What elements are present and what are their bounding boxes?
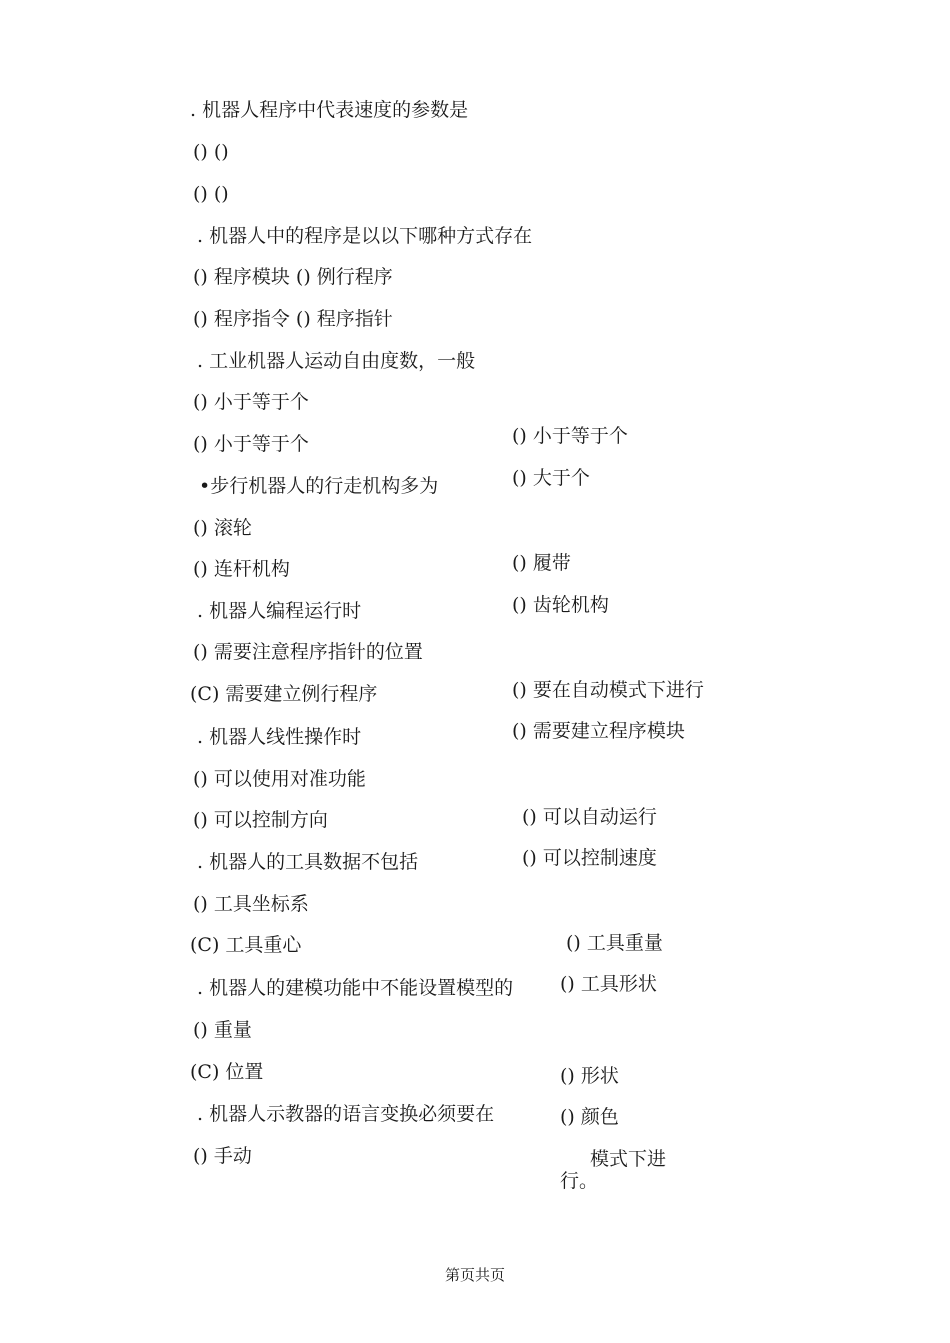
q7-option-b: () 工具重量: [566, 932, 663, 954]
q6-stem: . 机器人线性操作时: [197, 726, 362, 748]
q7-stem: . 机器人的工具数据不包括: [197, 851, 419, 873]
q8-option-b: () 形状: [560, 1065, 619, 1087]
q7-option-d: () 工具形状: [560, 973, 657, 995]
q6-option-c: () 可以控制方向: [193, 809, 328, 831]
q8-option-a: () 重量: [193, 1019, 252, 1041]
q9-stem: . 机器人示教器的语言变换必须要在: [197, 1103, 495, 1125]
q2-stem: . 机器人中的程序是以以下哪种方式存在: [197, 225, 533, 247]
q8-option-d: () 颜色: [560, 1106, 619, 1128]
q8-option-c: (C) 位置: [190, 1061, 264, 1083]
q5-option-a: () 需要注意程序指针的位置: [193, 641, 423, 663]
q3-option-b: () 小于等于个: [512, 425, 628, 447]
q9-option-a: () 手动: [193, 1145, 252, 1167]
q4-option-a: () 滚轮: [193, 517, 252, 539]
q9-stem-continuation: 模式下进: [590, 1148, 667, 1170]
q3-option-c: () 小于等于个: [193, 433, 309, 455]
q9-stem-end: 行。: [560, 1170, 599, 1192]
q6-option-d: () 可以控制速度: [522, 847, 657, 869]
q4-option-b: () 履带: [512, 552, 571, 574]
q7-option-a: () 工具坐标系: [193, 893, 309, 915]
q7-option-c: (C) 工具重心: [190, 934, 302, 956]
q5-option-b: () 要在自动模式下进行: [512, 679, 704, 701]
q5-option-c: (C) 需要建立例行程序: [190, 683, 378, 705]
q6-option-b: () 可以自动运行: [522, 806, 657, 828]
q4-option-d: () 齿轮机构: [512, 594, 609, 616]
q3-option-d: () 大于个: [512, 467, 590, 489]
q4-option-c: () 连杆机构: [193, 558, 290, 580]
q3-option-a: () 小于等于个: [193, 391, 309, 413]
q6-option-a: () 可以使用对准功能: [193, 768, 366, 790]
q1-options-row2: () (): [193, 183, 229, 205]
q3-stem: . 工业机器人运动自由度数，一般: [197, 350, 476, 372]
q5-option-d: () 需要建立程序模块: [512, 720, 685, 742]
q2-options-row1: () 程序模块 () 例行程序: [193, 266, 393, 288]
q4-stem: •步行机器人的行走机构多为: [199, 475, 439, 497]
q5-stem: . 机器人编程运行时: [197, 600, 362, 622]
q1-stem: . 机器人程序中代表速度的参数是: [190, 99, 469, 121]
q2-options-row2: () 程序指令 () 程序指针: [193, 308, 393, 330]
q8-stem: . 机器人的建模功能中不能设置模型的: [197, 977, 514, 999]
q1-options-row1: () (): [193, 141, 229, 163]
page-footer: 第页共页: [444, 1266, 505, 1284]
